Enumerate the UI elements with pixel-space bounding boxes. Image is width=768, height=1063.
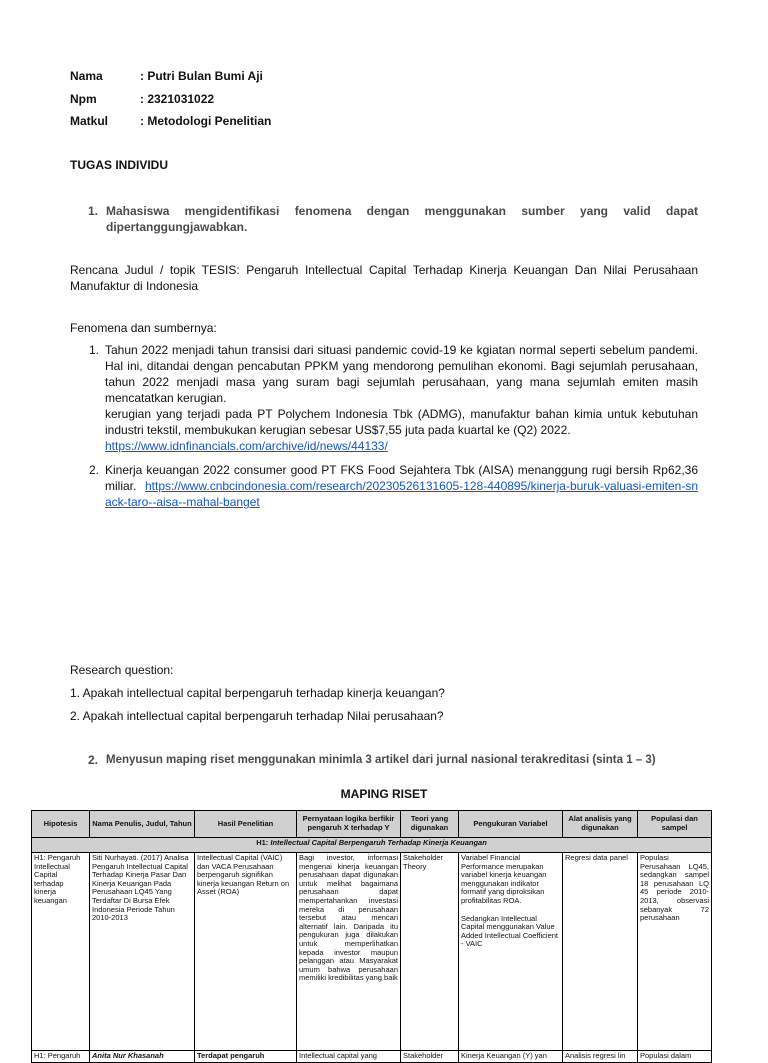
column-header: Nama Penulis, Judul, Tahun [90,811,195,838]
research-question-item: 1. Apakah intellectual capital berpengaruh terhadap kinerja keuangan? [70,686,445,700]
npm-label: Npm [70,92,97,106]
section-label: Intellectual Capital Berpengaruh Terhadap Kinerja Keuangan [270,838,487,847]
column-header: Populasi dan sampel [638,811,712,838]
npm-row [70,92,214,106]
cell-alat: Regresi data panel [563,853,638,1051]
fenomena-list [89,342,698,518]
task2-text: Menyusun maping riset menggunakan minimla 3 artikel dari jurnal nasional terakreditasi (sinta 1 – 3) [106,754,656,766]
fenomena-item-number: 2. [89,463,100,477]
column-header: Alat analisis yang digunakan [563,811,638,838]
task1-text: Mahasiswa mengidentifikasi fenomena dengan menggunakan sumber yang valid dapat dipertanggungjawabkan. [106,204,698,234]
fenomena-item-number: 1. [89,343,100,357]
fenomena-item-text: Kinerja keuangan 2022 consumer good PT FKS Food Sejahtera Tbk (AISA) menanggung rugi bersih Rp62,36 miliar. [105,463,698,493]
cell-teori: Stakeholder Theory [401,853,459,1051]
column-header: Hipotesis [32,811,90,838]
section-row [32,838,712,853]
cell-hasil: Intellectual Capital (VAIC) dan VACA Perusahaan berpengaruh signifikan kinerja keuangan Return on Asset (ROA) [195,853,297,1051]
section-prefix: H1: [256,838,269,847]
column-header: Hasil Penelitian [195,811,297,838]
fenomena-item-text: Tahun 2022 menjadi tahun transisi dari situasi pandemic covid-19 ke kgiatan normal seperti sebelum pandemi. Hal ini, ditandai dengan pencabutan PPKM yang mendorong pemulihan ekonomi. Bagi sejumlah perusahaan, tahun 2022 menjadi masa yang suram bagi sejumlah perusahaan, yang mana sejumlah emiten masih mencatatkan kerugian. [105,343,698,405]
table-row [32,1051,712,1063]
cell-penulis: Anita Nur Khasanah [90,1051,195,1063]
nama-value: : Putri Bulan Bumi Aji [140,69,263,83]
cell-populasi: Populasi dalam [638,1051,712,1063]
fenomena-item [89,462,698,510]
research-question-item: 2. Apakah intellectual capital berpengaruh terhadap Nilai perusahaan? [70,709,444,723]
research-question-title: Research question: [70,663,174,677]
cell-logika: Bagi investor, informasi mengenai kinerja keuangan perusahaan dapat digunakan untuk melihat bagaimana perusahaan dapat mempertahankan investasi mereka di perusahaan tersebut atau mencari alternatif lain. Daripada itu pengukuran juga dilakukan untuk memperlihatkan kepada investor maupun pelanggan atau Masyarakat umum bahwa perusahaan memiliki kredibilitas yang baik [297,853,401,1051]
fenomena-item-text: kerugian yang terjadi pada PT Polychem Indonesia Tbk (ADMG), manufaktur bahan kimia untuk kebutuhan industri tekstil, membukukan kerugian sebesar US$7,55 juta pada kuartal ke (Q2) 2022. [105,407,698,437]
matkul-row [70,114,271,128]
column-header: Pengukuran Variabel [459,811,563,838]
fenomena-item [89,342,698,454]
task2-number: 2. [88,753,99,767]
cell-alat: Analisis regresi lin [563,1051,638,1063]
cell-pengukuran: Kinerja Keuangan (Y) yan [459,1051,563,1063]
fenomena-title: Fenomena dan sumbernya: [70,321,217,335]
npm-value: : 2321031022 [140,92,215,106]
rencana-judul: Rencana Judul / topik TESIS: Pengaruh Intellectual Capital Terhadap Kinerja Keuangan Dan Nilai Perusahaan Manufaktur di Indonesia [70,263,698,293]
cell-pengukuran-b: Sedangkan Intellectual Capital menggunakan Value Added Intellectual Coefficient - VAIC [461,913,559,949]
nama-label: Nama [70,69,103,83]
table-row [32,853,712,1051]
matkul-value: : Metodologi Penelitian [140,114,272,128]
cell-hipotesis: H1: Pengaruh Intellectual Capital terhadap kinerja keuangan [32,853,90,1051]
tugas-title: TUGAS INDIVIDU [70,158,169,172]
maping-table [31,810,712,1063]
cell-logika: Intellectual capital yang [297,1051,401,1063]
cell-pengukuran-a: Variabel Financial Performance merupakan variabel kinerja keuangan menggunakan indikator formatif yang diproksikan profitabilitas ROA. [461,853,547,905]
table-header-row [32,811,712,838]
column-header: Teori yang digunakan [401,811,459,838]
fenomena-source-link[interactable]: https://www.idnfinancials.com/archive/id/news/44133/ [105,439,388,453]
matkul-label: Matkul [70,114,109,128]
fenomena-source-link[interactable]: https://www.cnbcindonesia.com/research/20230526131605-128-440895/kinerja-buruk-valuasi-emiten-snack-taro--aisa--mahal-banget [105,479,698,509]
nama-row [70,69,263,83]
cell-teori: Stakeholder [401,1051,459,1063]
cell-hasil: Terdapat pengaruh [195,1051,297,1063]
task1-number: 1. [88,204,99,218]
column-header: Pernyataan logika berfikir pengaruh X terhadap Y [297,811,401,838]
cell-penulis: Siti Nurhayati. (2017) Analisa Pengaruh Intellectual Capital Terhadap Kinerja Pasar Dan Kinerja Keuangan Pada Perusahaan LQ45 Yang Terdaftar Di Bursa Efek Indonesia Periode Tahun 2010-2013 [90,853,195,1051]
cell-populasi: Populasi Perusahaan LQ45, sedangkan sampel 18 perusahaan LQ 45 periode 2010-2013, observasi sebanyak 72 perusahaan [638,853,712,1051]
cell-hipotesis: H1: Pengaruh [32,1051,90,1063]
maping-title: MAPING RISET [340,787,428,801]
cell-pengukuran [459,853,563,1051]
